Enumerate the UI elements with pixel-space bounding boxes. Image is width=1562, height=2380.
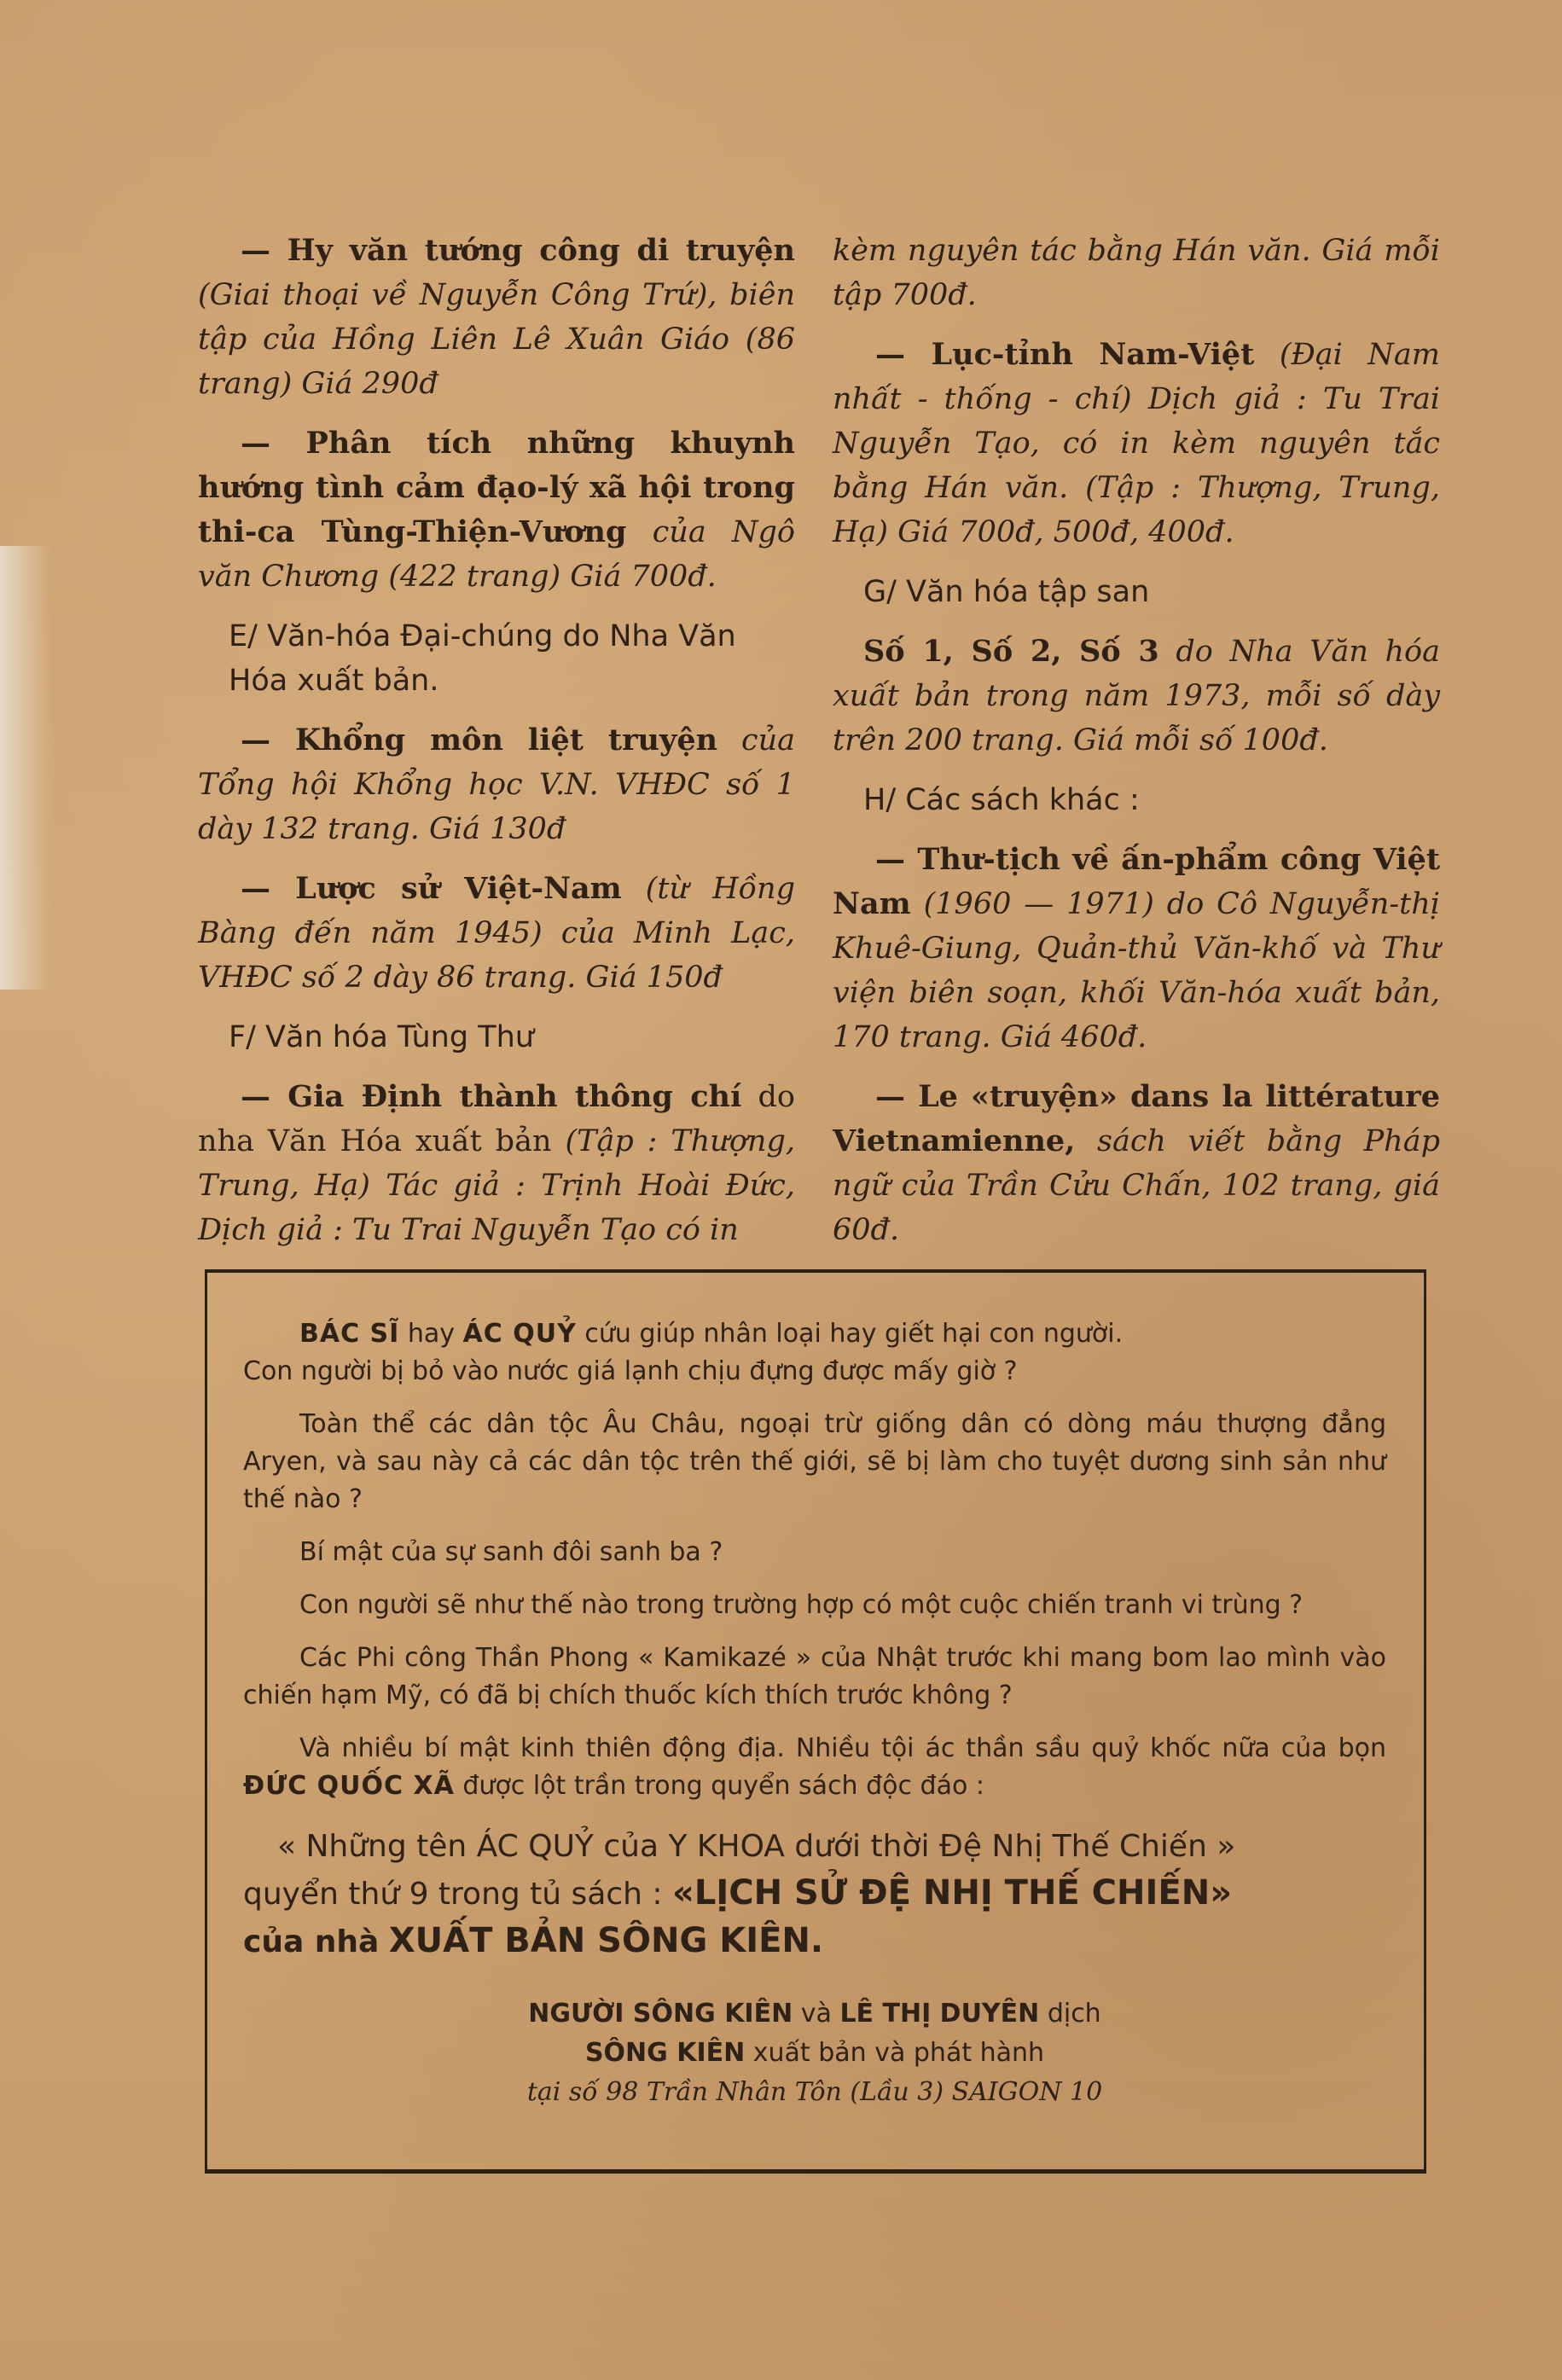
section-heading-f: F/ Văn hóa Tùng Thư <box>229 1020 534 1054</box>
book-title: — Khổng môn liệt truyện <box>241 723 718 758</box>
book-details: (từ Hồng Bàng đến năm 1945) của Minh Lạc, VHĐC số 2 dày 86 trang. Giá 150đ <box>198 872 795 995</box>
book-entry <box>833 630 1440 763</box>
book-entry <box>833 333 1440 554</box>
publisher-name: XUẤT BẢN SÔNG KIÊN. <box>388 1921 824 1960</box>
book-details: sách viết bằng Pháp ngữ của Trần Cửu Chấn, 102 trang, giá 60đ. <box>833 1124 1440 1247</box>
ad-text: quyển thứ 9 trong tủ sách : <box>243 1877 663 1912</box>
book-publisher: do nha Văn Hóa xuất bản <box>198 1080 795 1158</box>
book-details: của Ngô văn Chương (422 trang) Giá 700đ. <box>198 515 795 594</box>
book-entry <box>198 718 795 851</box>
ad-line: Các Phi công Thần Phong « Kamikazé » của Nhật trước khi mang bom lao mình vào chiến hạm Mỹ, có đã bị chích thuốc kích thích trước không ? <box>243 1643 1386 1710</box>
continued-entry: kèm nguyên tác bằng Hán văn. Giá mỗi tập 700đ. <box>833 234 1440 312</box>
ad-line: Toàn thể các dân tộc Âu Châu, ngoại trừ giống dân có dòng máu thượng đẳng Aryen, và sau này cả các dân tộc trên thế giới, sẽ bị làm cho tuyệt dương sinh sản như thế nào ? <box>243 1409 1386 1514</box>
ad-text: của nhà <box>243 1924 380 1959</box>
ad-text: và <box>800 1999 832 2029</box>
ad-text: hay <box>407 1319 456 1349</box>
translators-line <box>243 1994 1386 2034</box>
ad-book-title: « Những tên ÁC QUỶ của Y KHOA dưới thời Đệ Nhị Thế Chiến » <box>277 1829 1236 1864</box>
book-entry <box>198 229 795 406</box>
book-details: của Tổng hội Khổng học V.N. VHĐC số 1 dày 132 trang. Giá 130đ <box>198 723 795 846</box>
book-entry <box>833 838 1440 1059</box>
book-title: Số 1, Số 2, Số 3 <box>863 634 1159 669</box>
book-title: — Gia Định thành thông chí <box>241 1079 742 1114</box>
book-details: (Giai thoại về Nguyễn Công Trứ), biên tập của Hồng Liên Lê Xuân Giáo (86 trang) Giá 290đ <box>198 278 795 401</box>
book-title: — Hy văn tướng công di truyện <box>241 233 795 268</box>
advertisement-box <box>205 1269 1426 2174</box>
ad-text: được lột trần trong quyển sách độc đáo : <box>462 1771 984 1801</box>
right-column <box>833 229 1440 1268</box>
book-title: — Phân tích những khuynh hướng tình cảm đạo-lý xã hội trong thi-ca Tùng-Thiện-Vương <box>198 426 795 549</box>
advertisement-content <box>243 1315 1386 2112</box>
book-title: — Lục-tỉnh Nam-Việt <box>875 337 1255 372</box>
left-column <box>198 229 795 1268</box>
book-details: do Nha Văn hóa xuất bản trong năm 1973, mỗi số dày trên 200 trang. Giá mỗi số 100đ. <box>833 635 1440 758</box>
book-details: (Đại Nam nhất - thống - chí) Dịch giả : Tu Trai Nguyễn Tạo, có in kèm nguyên tắc bằng Hán văn. (Tập : Thượng, Trung, Hạ) Giá 700đ, 500đ, 400đ. <box>833 338 1440 549</box>
ad-text: dịch <box>1047 1999 1101 2029</box>
book-title: — Lược sử Việt-Nam <box>241 871 622 906</box>
torn-page-edge <box>0 546 51 990</box>
translator-name: LÊ THỊ DUYÊN <box>839 1999 1040 2029</box>
book-entry <box>198 867 795 1000</box>
section-heading-g: G/ Văn hóa tập san <box>863 575 1150 609</box>
publisher-address: tại số 98 Trần Nhân Tôn (Lầu 3) SAIGON 10 <box>526 2077 1103 2107</box>
section-heading-h: H/ Các sách khác : <box>863 783 1140 817</box>
ad-text: Con người bị bỏ vào nước giá lạnh chịu đựng được mấy giờ ? <box>243 1356 1018 1386</box>
book-title-line <box>243 1824 1386 1965</box>
book-title: — Thư-tịch về ấn-phẩm công Việt Nam <box>833 842 1440 921</box>
publisher-name: SÔNG KIÊN <box>584 2038 746 2068</box>
publisher-line <box>243 2034 1386 2073</box>
book-entry <box>833 1075 1440 1252</box>
ad-text: xuất bản và phát hành <box>752 2038 1045 2068</box>
book-title: — Le «truyện» dans la littérature Vietnamienne, <box>833 1079 1440 1158</box>
ad-text: Và nhiều bí mật kinh thiên động địa. Nhiều tội ác thần sầu quỷ khốc nữa của bọn <box>299 1733 1386 1763</box>
ad-caps: ÁC QUỶ <box>462 1319 577 1349</box>
section-heading-e: E/ Văn-hóa Đại-chúng do Nha Văn Hóa xuất bản. <box>229 619 736 698</box>
book-details: (Tập : Thượng, Trung, Hạ) Tác giả : Trịnh Hoài Đức, Dịch giả : Tu Trai Nguyễn Tạo có in <box>198 1124 795 1247</box>
ad-line <box>243 1730 1386 1805</box>
book-entry <box>198 1075 795 1252</box>
series-title: «LỊCH SỬ ĐỆ NHỊ THẾ CHIẾN» <box>672 1873 1233 1913</box>
book-entry <box>198 421 795 599</box>
ad-line: Bí mật của sự sanh đôi sanh ba ? <box>299 1537 723 1567</box>
ad-caps: ĐỨC QUỐC XÃ <box>243 1771 455 1801</box>
ad-text: cứu giúp nhân loại hay giết hại con người. <box>584 1319 1124 1349</box>
credits <box>243 1994 1386 2112</box>
ad-line: Con người sẽ như thế nào trong trường hợp có một cuộc chiến tranh vi trùng ? <box>299 1590 1304 1620</box>
translator-name: NGƯỜI SÔNG KIÊN <box>528 1999 793 2029</box>
ad-caps: BÁC SĨ <box>299 1319 400 1349</box>
ad-line <box>243 1315 1386 1390</box>
book-details: (1960 — 1971) do Cô Nguyễn-thị Khuê-Giung, Quản-thủ Văn-khố và Thư viện biên soạn, khối Văn-hóa xuất bản, 170 trang. Giá 460đ. <box>833 887 1440 1054</box>
